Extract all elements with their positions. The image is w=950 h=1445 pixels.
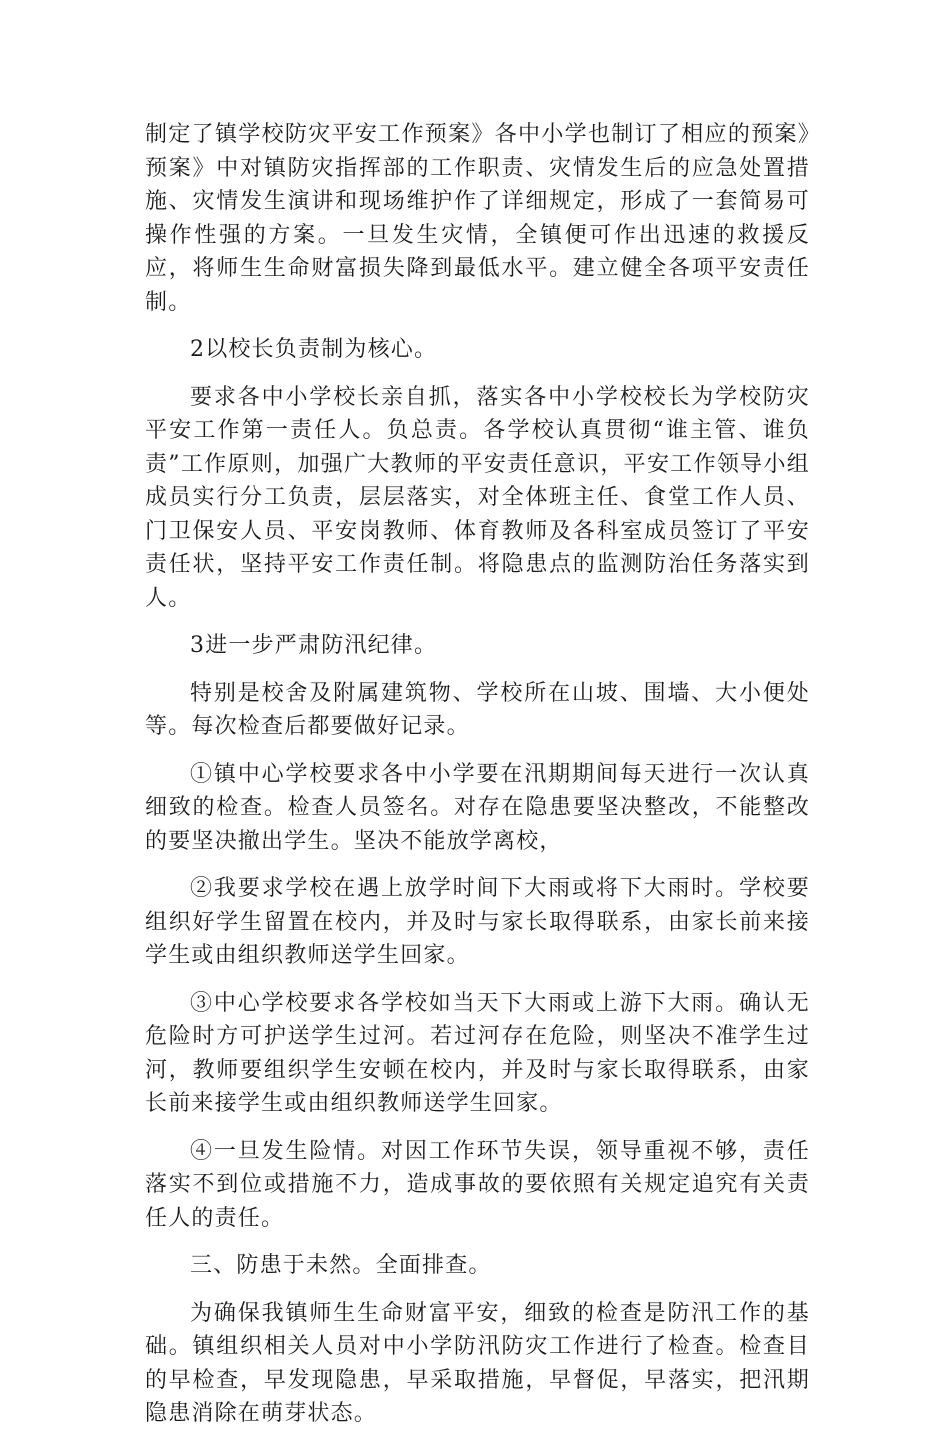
- paragraph-item-3: ③中心学校要求各学校如当天下大雨或上游下大雨。确认无危险时方可护送学生过河。若过河存在危险，则坚决不准学生过河，教师要组织学生安顿在校内，并及时与家长取得联系，由家长前来接学生或由组织教师送学生回家。: [145, 990, 810, 1116]
- paragraph-intro: 制定了镇学校防灾平安工作预案》各中小学也制订了相应的预案》预案》中对镇防灾指挥部的工作职责、灾情发生后的应急处置措施、灾情发生演讲和现场维护作了详细规定，形成了一套简易可操作性强的方案。一旦发生灾情，全镇便可作出迅速的救援反应，将师生生命财富损失降到最低水平。建立健全各项平安责任制。: [145, 122, 810, 315]
- paragraph-inspection-scope: 特别是校舍及附属建筑物、学校所在山坡、围墙、大小便处等。每次检查后都要做好记录。: [145, 680, 810, 739]
- document-body: [145, 118, 810, 1445]
- heading-flood-discipline: 3进一步严肃防汛纪律。: [190, 633, 438, 658]
- paragraph-item-1: ①镇中心学校要求各中小学要在汛期期间每天进行一次认真细致的检查。检查人员签名。对存在隐患要坚决整改，不能整改的要坚决撤出学生。坚决不能放学离校，: [145, 761, 810, 854]
- paragraph-prevention: 为确保我镇师生生命财富平安，细致的检查是防汛工作的基础。镇组织相关人员对中小学防汛防灾工作进行了检查。检查目的早检查，早发现隐患，早采取措施，早督促，早落实，把汛期隐患消除在萌芽状态。: [145, 1300, 810, 1426]
- paragraph-principal-responsibility: 要求各中小学校长亲自抓，落实各中小学校校长为学校防灾平安工作第一责任人。负总责。各学校认真贯彻“谁主管、谁负责”工作原则，加强广大教师的平安责任意识，平安工作领导小组成员实行分工负责，层层落实，对全体班主任、食堂工作人员、门卫保安人员、平安岗教师、体育教师及各科室成员签订了平安责任状，坚持平安工作责任制。将隐患点的监测防治任务落实到人。: [145, 384, 810, 611]
- heading-prevention: 三、防患于未然。全面排查。: [190, 1253, 492, 1278]
- paragraph-item-4: ④一旦发生险情。对因工作环节失误，领导重视不够，责任落实不到位或措施不力，造成事故的要依照有关规定追究有关责任人的责任。: [145, 1138, 810, 1231]
- heading-principal-responsibility: 2以校长负责制为核心。: [190, 337, 438, 362]
- paragraph-item-2: ②我要求学校在遇上放学时间下大雨或将下大雨时。学校要组织好学生留置在校内，并及时与家长取得联系，由家长前来接学生或由组织教师送学生回家。: [145, 876, 810, 968]
